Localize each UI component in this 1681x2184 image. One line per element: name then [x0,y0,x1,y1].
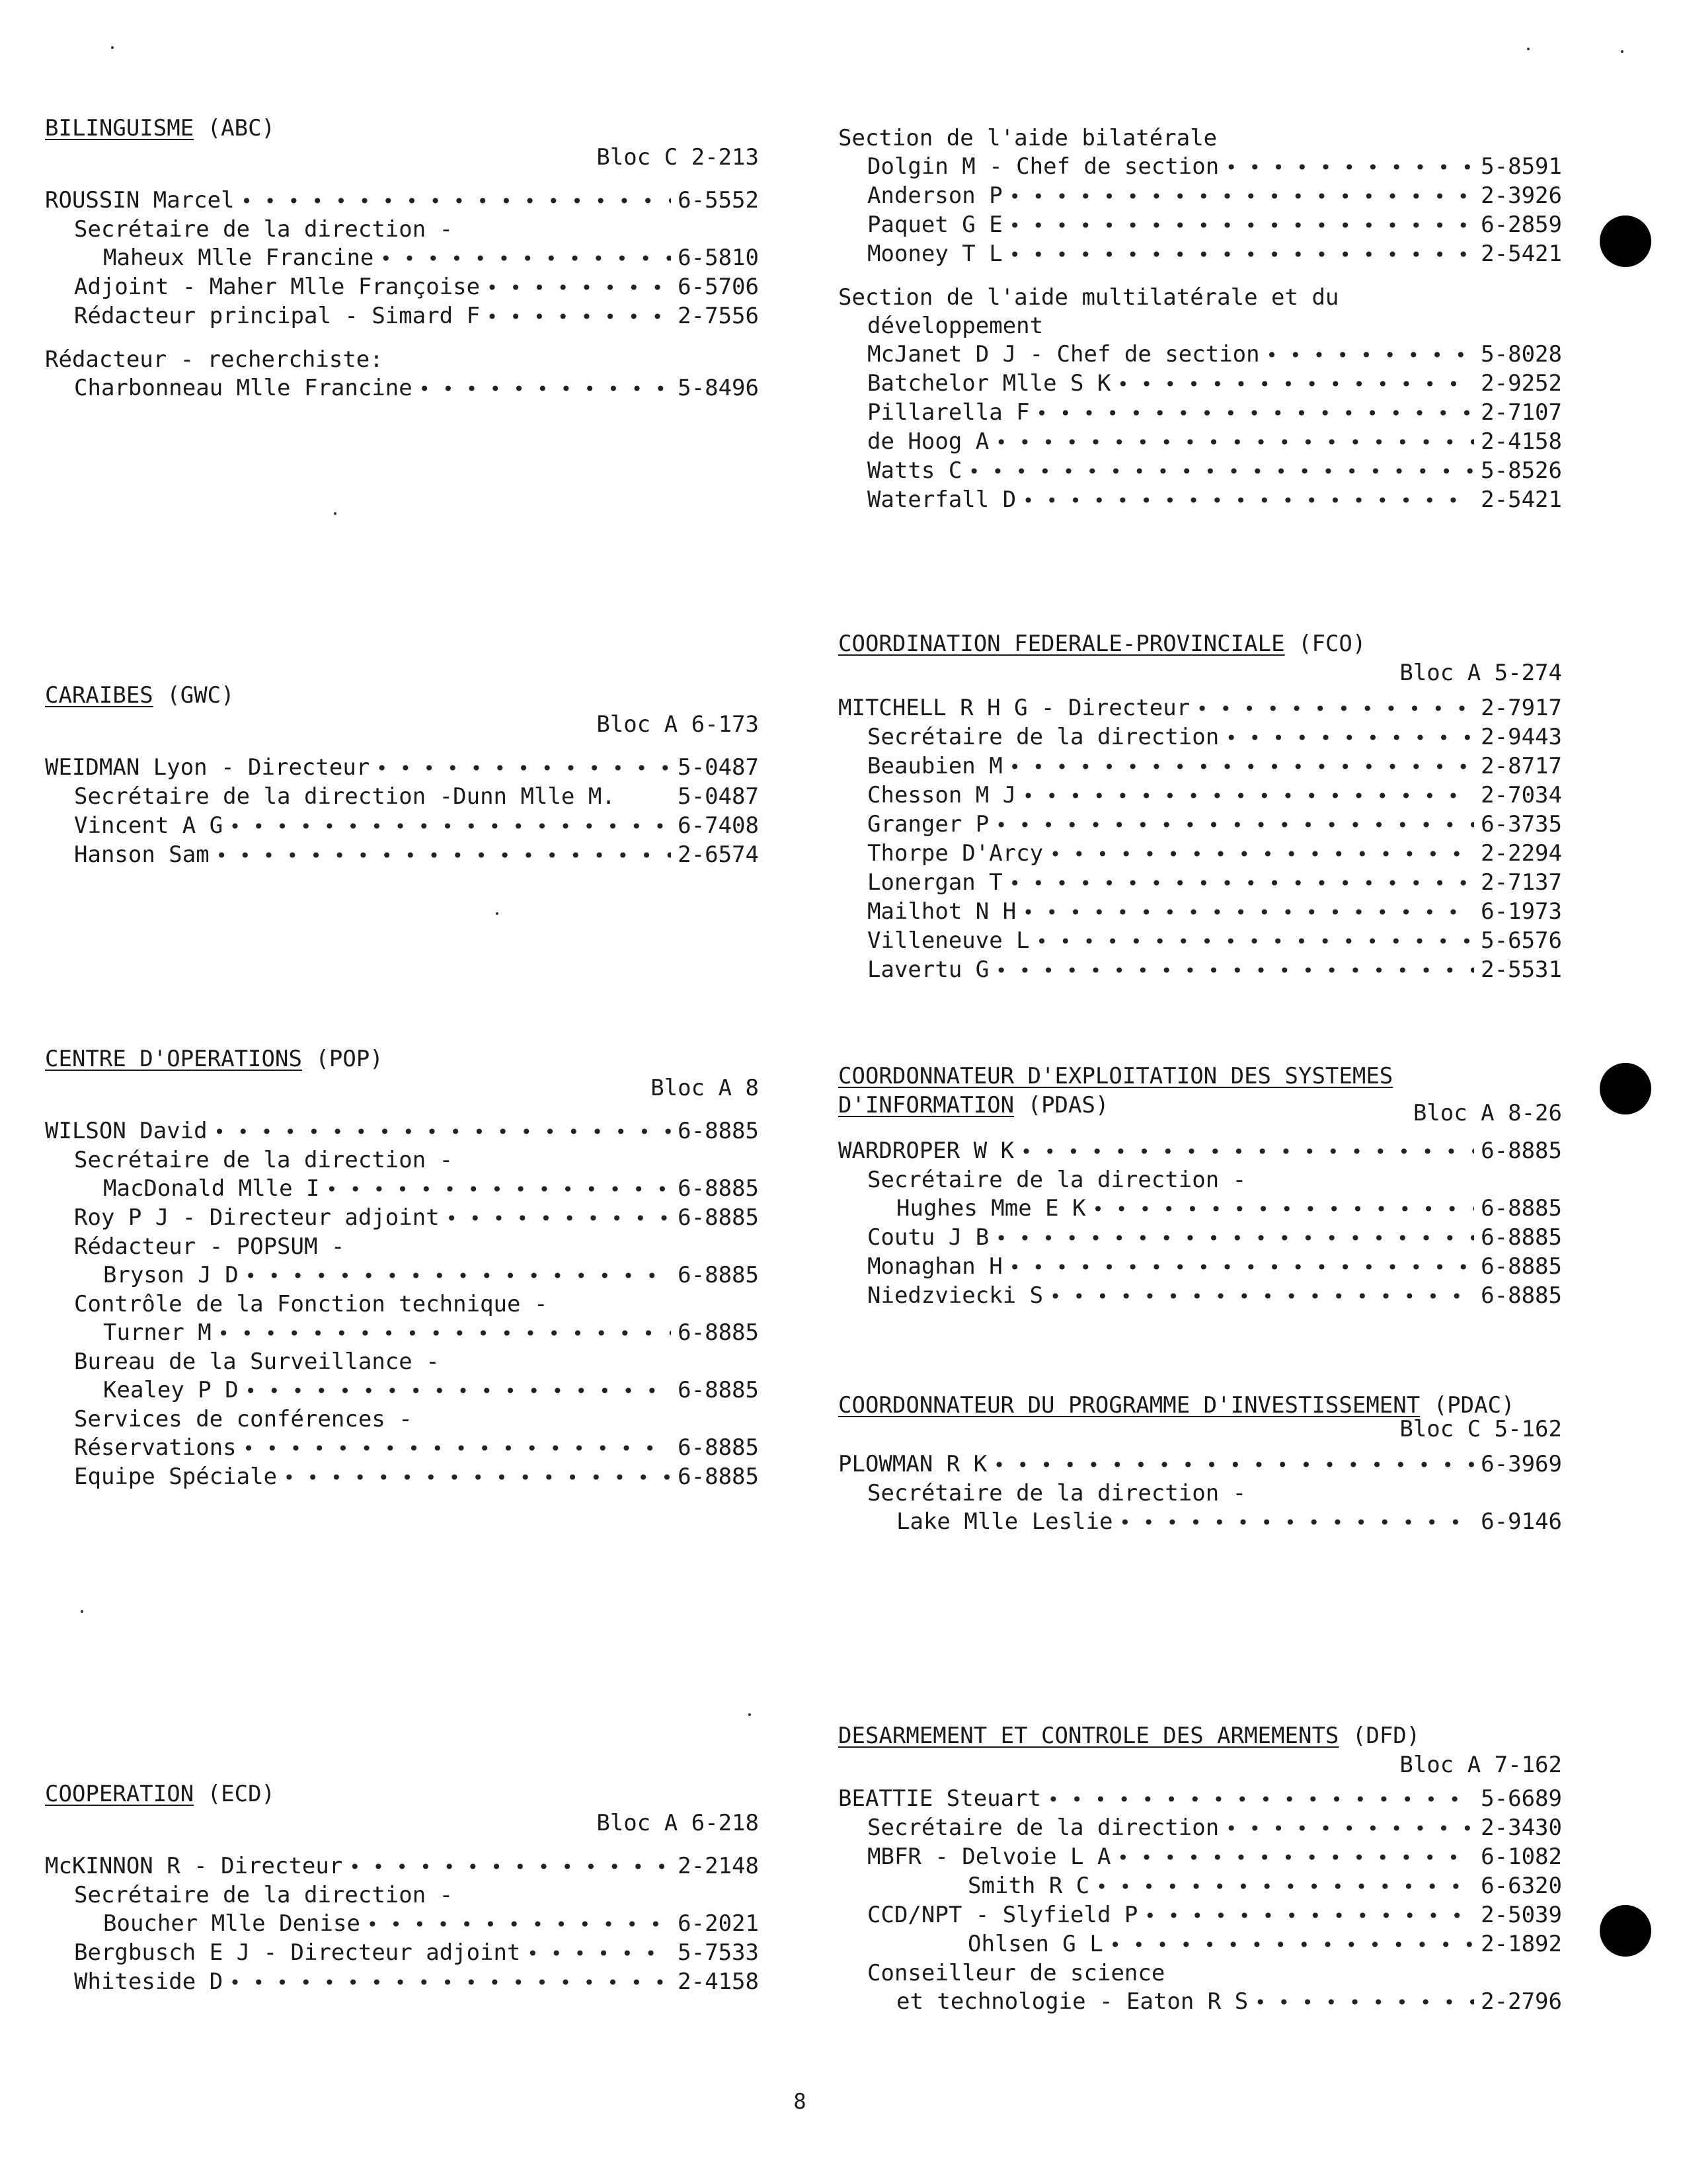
section-bilinguisme [45,114,759,403]
leader-dots [284,1463,671,1492]
entry-name: Beaubien M [867,753,1003,779]
entry-name: Bergbusch E J - Directeur adjoint [74,1939,521,1966]
leader-dots [1120,1508,1475,1537]
phone-extension: 6-1973 [1481,898,1562,925]
entry-name: et technologie - Eaton R S [896,1988,1249,2015]
directory-entry [838,370,1562,399]
phone-extension: 5-6689 [1481,1785,1562,1812]
leader-dots [996,956,1474,985]
leader-dots [487,274,671,302]
directory-entry [45,783,759,812]
leader-dots [241,187,672,215]
directory-entry [45,1376,759,1405]
leader-dots [1267,341,1475,370]
leader-dots [1096,1873,1474,1901]
entry-name: Anderson P [867,182,1003,209]
entry-name: de Hoog A [867,428,990,455]
entry-name: Lake Mlle Leslie [896,1508,1113,1535]
leader-dots [1144,1902,1474,1930]
leader-dots [1226,724,1474,752]
directory-entry [838,1785,1562,1814]
phone-extension: 6-8885 [1481,1224,1562,1251]
bloc-label: Bloc A 5-274 [1399,660,1562,686]
leader-dots [1021,1138,1474,1166]
leader-dots [487,303,671,331]
directory-entry [838,869,1562,898]
section-pdas [838,1062,1562,1311]
entry-name: MBFR - Delvoie L A [867,1844,1111,1870]
bloc-label: Bloc A 7-162 [1399,1752,1562,1778]
entry-list [45,1852,759,1997]
section-coordination-federale [838,629,1562,985]
leader-dots [245,1262,671,1290]
phone-extension: 2-2796 [1481,1988,1562,2015]
section-centre-operations [45,1044,759,1492]
entry-name: Réservations [74,1434,237,1461]
leader-dots [376,754,671,783]
leader-dots [1117,370,1474,399]
entry-heading: Rédacteur - recherchiste: [45,346,383,373]
entry-name: Coutu J B [867,1224,990,1251]
phone-extension: 6-8885 [678,1118,759,1144]
section-cooperation [45,1779,759,1997]
leader-dots [245,1377,671,1405]
entry-name: BEATTIE Steuart [838,1785,1042,1812]
phone-extension: 2-2294 [1481,840,1562,867]
directory-entry [45,1434,759,1463]
entry-heading: Secrétaire de la direction - [867,1167,1247,1193]
row-spacer [45,331,759,346]
entry-name: Monaghan H [867,1253,1003,1280]
directory-entry [838,486,1562,515]
entry-heading: développement [867,313,1044,339]
leader-dots [367,1910,671,1939]
page-number: 8 [793,2089,806,2114]
entry-name: WEIDMAN Lyon - Directeur [45,754,370,781]
entry-list [45,1117,759,1492]
leader-dots [1009,212,1474,240]
entry-heading: Section de l'aide multilatérale et du [838,284,1339,311]
phone-extension: 2-7137 [1481,869,1562,896]
scan-speck [1621,50,1623,53]
directory-entry [838,723,1562,752]
directory-entry [838,1282,1562,1311]
directory-entry [45,1204,759,1233]
directory-entry [838,1508,1562,1537]
entry-name: Vincent A G [74,812,223,839]
entry-name: Smith R C [968,1873,1090,1899]
phone-extension: 6-3735 [1481,811,1562,838]
entry-name: CCD/NPT - Slyfield P [867,1902,1138,1928]
entry-list [45,186,759,403]
directory-entry [838,399,1562,428]
entry-list [838,1450,1562,1537]
phone-extension: 2-6574 [678,841,759,868]
entry-list [838,694,1562,985]
leader-dots [229,1969,671,1997]
leader-dots [996,1224,1474,1253]
phone-extension: 6-8885 [678,1262,759,1288]
directory-entry [45,1910,759,1939]
directory-entry [838,1224,1562,1253]
entry-name: MacDonald Mlle I [103,1175,320,1202]
phone-extension: 2-4158 [678,1969,759,1995]
entry-heading: Secrétaire de la direction - [74,1882,453,1908]
leader-dots [528,1939,672,1968]
entry-name: Secrétaire de la direction -Dunn Mlle M. [74,783,615,810]
leader-dots [419,375,671,403]
leader-dots [1048,1785,1474,1814]
entry-name: Whiteside D [74,1969,223,1995]
directory-entry [45,1939,759,1968]
directory-entry [838,428,1562,457]
phone-extension: 5-7533 [678,1939,759,1966]
directory-entry [838,1988,1562,2017]
phone-extension: 5-8496 [678,375,759,401]
entry-name: WARDROPER W K [838,1138,1015,1164]
leader-dots [1009,182,1474,211]
entry-list [838,1137,1562,1311]
directory-entry [838,457,1562,486]
leader-dots [994,1451,1474,1479]
leader-dots [1036,927,1475,956]
directory-entry [45,1319,759,1348]
leader-dots [968,457,1474,486]
entry-name: Adjoint - Maher Mlle Françoise [74,274,481,300]
directory-entry [838,694,1562,723]
entry-name: MITCHELL R H G - Directeur [838,695,1191,721]
entry-name: Paquet G E [867,212,1003,238]
scan-speck [111,46,114,49]
leader-dots [1110,1931,1474,1959]
leader-dots [1036,399,1475,428]
row-spacer [838,269,1562,284]
directory-entry [838,1872,1562,1901]
phone-extension: 2-7556 [678,303,759,329]
entry-heading: Rédacteur - POPSUM - [74,1233,345,1260]
entry-name: McJanet D J - Chef de section [867,341,1260,368]
entry-heading: Section de l'aide bilatérale [838,125,1218,151]
entry-heading: Secrétaire de la direction - [867,1480,1247,1506]
phone-extension: 5-8526 [1481,457,1562,484]
directory-entry [838,1253,1562,1282]
section-aide [838,124,1562,515]
phone-extension: 6-8885 [1481,1195,1562,1222]
phone-extension: 6-8885 [678,1463,759,1490]
entry-name: Niedzviecki S [867,1282,1044,1309]
section-title: CARAIBES (GWC) [45,682,235,709]
entry-heading: Contrôle de la Fonction technique - [74,1291,548,1317]
entry-name: Rédacteur principal - Simard F [74,303,481,329]
directory-entry [45,841,759,870]
leader-dots [1023,782,1474,810]
bloc-label: Bloc C 2-213 [596,144,759,171]
phone-extension: 2-3430 [1481,1814,1562,1841]
leader-dots [243,1434,672,1463]
phone-extension: 5-0487 [678,754,759,781]
phone-extension: 6-6320 [1481,1873,1562,1899]
leader-dots [1093,1195,1475,1224]
phone-extension: 6-8885 [1481,1282,1562,1309]
phone-extension: 2-7917 [1481,695,1562,721]
entry-name: ROUSSIN Marcel [45,187,235,214]
bloc-label: Bloc A 8 [650,1075,759,1101]
entry-name: Maheux Mlle Francine [103,245,374,271]
phone-extension: 2-7034 [1481,782,1562,808]
leader-dots [327,1175,672,1204]
entry-name: Secrétaire de la direction [867,1814,1220,1841]
phone-extension: 2-7107 [1481,399,1562,426]
directory-entry [838,927,1562,956]
bloc-label: Bloc A 6-173 [596,711,759,738]
entry-name: Chesson M J [867,782,1017,808]
bloc-label: Bloc A 8-26 [1413,1100,1562,1126]
leader-dots [216,841,671,870]
directory-entry [838,153,1562,182]
phone-extension: 6-8885 [678,1377,759,1403]
leader-dots [996,811,1474,839]
leader-dots [218,1319,671,1348]
phone-extension: 6-8885 [1481,1138,1562,1164]
phone-extension: 6-8885 [678,1204,759,1231]
leader-dots [996,428,1474,457]
phone-extension: 6-9146 [1481,1508,1562,1535]
directory-entry [838,1194,1562,1224]
directory-entry [838,752,1562,781]
directory-entry [45,273,759,302]
leader-dots [1009,753,1474,781]
entry-list [838,1785,1562,2017]
directory-entry [45,1968,759,1997]
phone-extension: 2-4158 [1481,428,1562,455]
leader-dots [229,812,671,841]
phone-extension: 6-8885 [1481,1253,1562,1280]
directory-entry [838,1901,1562,1930]
directory-entry [838,1843,1562,1872]
phone-extension: 2-8717 [1481,753,1562,779]
phone-extension: 6-8885 [678,1175,759,1202]
phone-extension: 6-5552 [678,187,759,214]
entry-name: Lavertu G [867,956,990,983]
entry-name: WILSON David [45,1118,208,1144]
section-title: BILINGUISME (ABC) [45,115,276,141]
leader-dots [1023,487,1474,515]
entry-heading: Services de conférences - [74,1406,412,1432]
directory-entry [45,244,759,273]
punch-hole [1600,215,1651,267]
phone-extension: 2-9443 [1481,724,1562,750]
leader-dots [1023,898,1474,927]
phone-extension: 5-0487 [678,783,759,810]
leader-dots [1255,1988,1474,2017]
entry-name: Pillarella F [867,399,1030,426]
entry-list [45,754,759,870]
phone-extension: 5-6576 [1481,927,1562,954]
entry-name: Turner M [103,1319,212,1346]
entry-heading: Bureau de la Surveillance - [74,1348,440,1375]
directory-entry [838,211,1562,240]
entry-name: Watts C [867,457,962,484]
directory-entry [838,1137,1562,1166]
entry-name: McKINNON R - Directeur [45,1853,343,1879]
entry-list [838,124,1562,515]
scan-speck [748,1713,751,1716]
leader-dots [1226,1814,1474,1843]
entry-name: Waterfall D [867,487,1017,513]
directory-entry [838,810,1562,839]
entry-heading: Secrétaire de la direction - [74,216,453,243]
entry-name: Kealey P D [103,1377,239,1403]
phone-extension: 2-5039 [1481,1902,1562,1928]
section-desarmement [838,1721,1562,2017]
phone-extension: 6-8885 [678,1434,759,1461]
directory-entry [838,182,1562,211]
scan-speck [496,912,498,915]
phone-extension: 6-3969 [1481,1451,1562,1477]
phone-extension: 6-1082 [1481,1844,1562,1870]
entry-name: Mailhot N H [867,898,1017,925]
directory-entry [45,186,759,215]
leader-dots [1196,695,1474,723]
directory-entry [45,754,759,783]
directory-entry [838,340,1562,370]
leader-dots [349,1853,671,1881]
phone-extension: 2-1892 [1481,1931,1562,1957]
entry-name: Roy P J - Directeur adjoint [74,1204,440,1231]
entry-name: Mooney T L [867,241,1003,267]
section-title-line1: COORDONNATEUR D'EXPLOITATION DES SYSTEMES [838,1063,1393,1089]
phone-extension: 6-7408 [678,812,759,839]
entry-name: Hanson Sam [74,841,210,868]
bloc-label: Bloc A 6-218 [596,1810,759,1836]
directory-entry [45,1175,759,1204]
leader-dots [1009,1253,1474,1282]
leader-dots [1226,153,1474,182]
entry-name: Villeneuve L [867,927,1030,954]
directory-entry [838,898,1562,927]
phone-extension: 2-2148 [678,1853,759,1879]
section-title: COORDINATION FEDERALE-PROVINCIALE (FCO) [838,631,1366,657]
phone-extension: 2-5531 [1481,956,1562,983]
phone-extension: 2-5421 [1481,487,1562,513]
entry-heading: Conseilleur de science [867,1960,1165,1986]
directory-entry [45,374,759,403]
directory-entry [45,812,759,841]
scan-speck [1527,48,1530,50]
entry-name: Thorpe D'Arcy [867,840,1044,867]
section-title: COORDONNATEUR DU PROGRAMME D'INVESTISSEMENT (PDAC) [838,1392,1515,1419]
entry-name: Granger P [867,811,990,838]
section-title: COOPERATION (ECD) [45,1781,276,1807]
scan-speck [81,1610,83,1613]
entry-heading: Secrétaire de la direction - [74,1147,453,1173]
leader-dots [1050,1282,1474,1311]
leader-dots [214,1118,672,1146]
section-pdac [838,1391,1562,1537]
entry-name: Batchelor Mlle S K [867,370,1111,397]
leader-dots [1009,241,1474,269]
scan-speck [334,512,336,515]
directory-entry [838,781,1562,810]
phone-extension: 6-5810 [678,245,759,271]
directory-entry [45,1852,759,1881]
entry-name: Bryson J D [103,1262,239,1288]
directory-entry [45,1261,759,1290]
directory-entry [838,1814,1562,1843]
entry-name: Lonergan T [867,869,1003,896]
directory-entry [838,839,1562,869]
entry-name: Boucher Mlle Denise [103,1910,360,1937]
entry-name: Charbonneau Mlle Francine [74,375,412,401]
directory-entry [838,240,1562,269]
entry-name: Equipe Spéciale [74,1463,278,1490]
punch-hole [1600,1905,1651,1957]
directory-entry [45,1117,759,1146]
entry-name: Secrétaire de la direction [867,724,1220,750]
directory-entry [838,1450,1562,1479]
directory-entry [838,1930,1562,1959]
directory-entry [838,956,1562,985]
directory-entry [45,302,759,331]
section-title: DESARMEMENT ET CONTROLE DES ARMEMENTS (DFD) [838,1723,1421,1749]
phone-extension: 6-5706 [678,274,759,300]
leader-dots [446,1204,671,1233]
phone-extension: 2-9252 [1481,370,1562,397]
phone-extension: 6-2859 [1481,212,1562,238]
section-title-line2: D'INFORMATION (PDAS) Bloc A 8-26 [838,1092,1562,1126]
section-caraibes [45,681,759,870]
directory-entry [45,1463,759,1492]
entry-name: Hughes Mme E K [896,1195,1086,1222]
bloc-label: Bloc C 5-162 [1399,1416,1562,1442]
leader-dots [1117,1844,1474,1872]
phone-extension: 6-2021 [678,1910,759,1937]
phone-extension: 5-8591 [1481,153,1562,180]
punch-hole [1600,1063,1651,1114]
entry-name: PLOWMAN R K [838,1451,988,1477]
leader-dots [1009,869,1474,898]
phone-extension: 6-8885 [678,1319,759,1346]
phone-extension: 2-3926 [1481,182,1562,209]
leader-dots [1050,840,1474,869]
leader-dots [380,245,671,273]
entry-name: Dolgin M - Chef de section [867,153,1220,180]
phone-extension: 2-5421 [1481,241,1562,267]
section-title: CENTRE D'OPERATIONS (POP) [45,1046,383,1072]
entry-name: Ohlsen G L [968,1931,1103,1957]
phone-extension: 5-8028 [1481,341,1562,368]
